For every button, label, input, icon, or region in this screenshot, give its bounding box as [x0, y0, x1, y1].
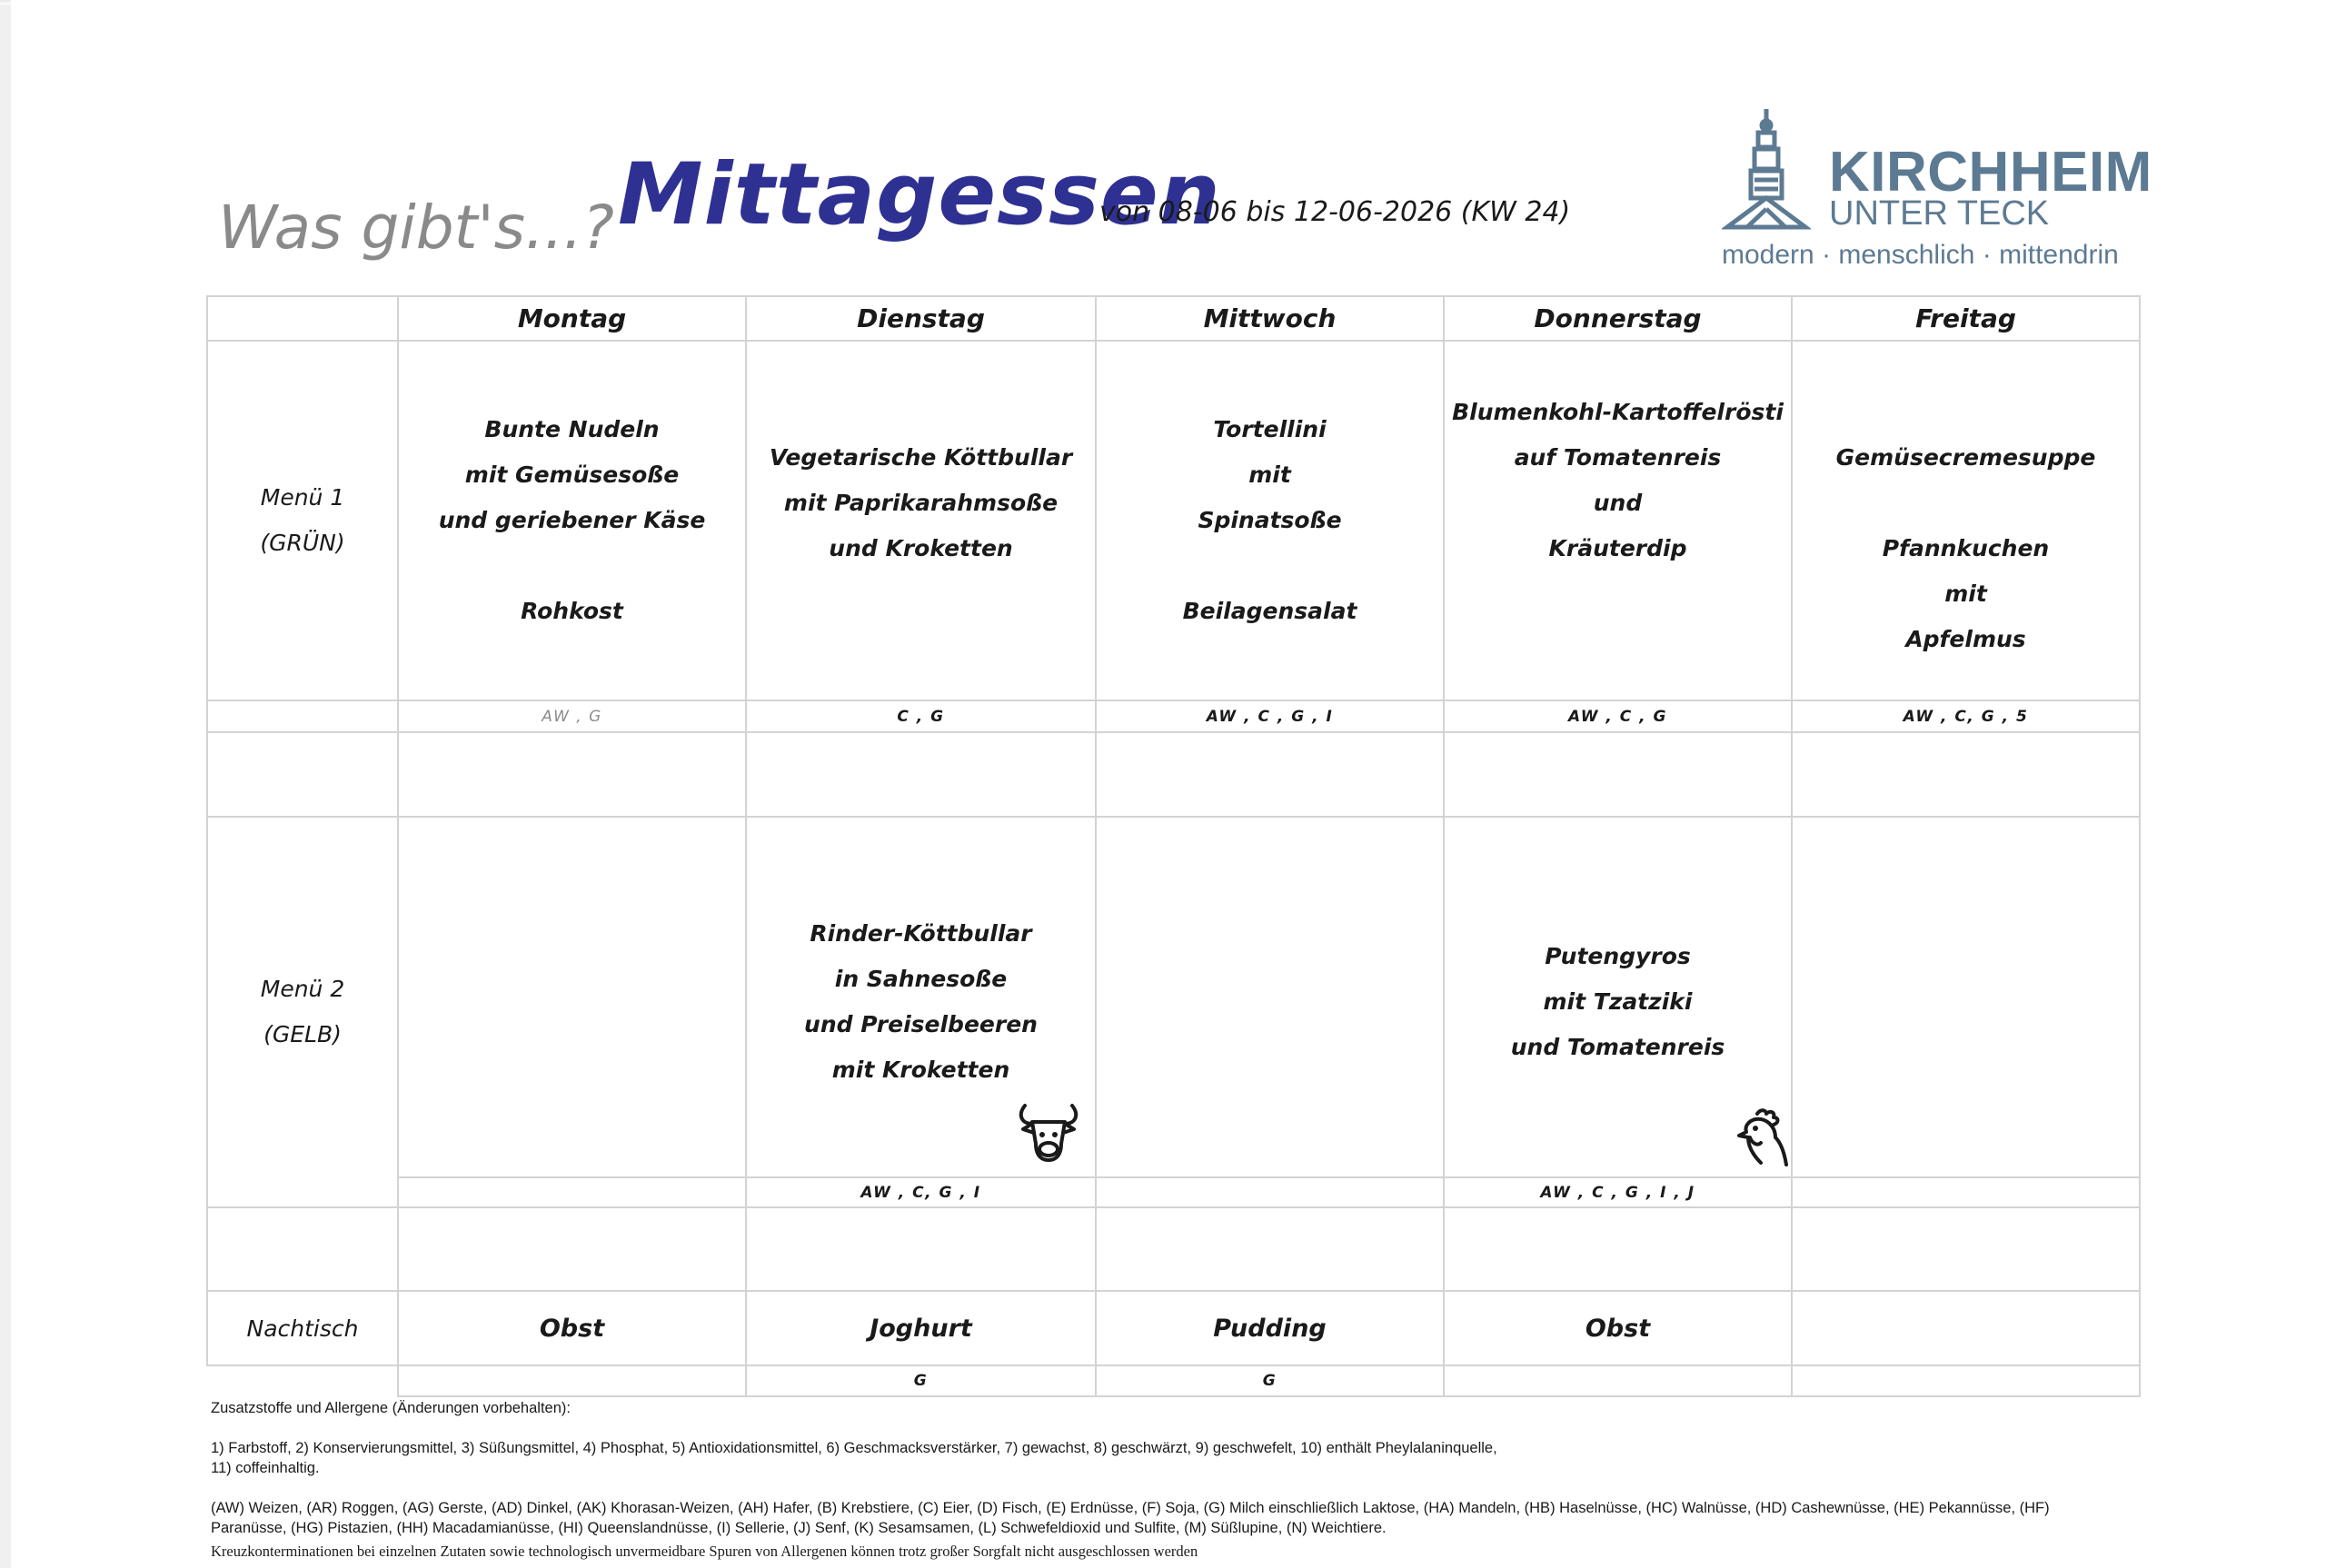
- date-range: von 08-06 bis 12-06-2026 (KW 24): [1099, 196, 1571, 228]
- corner-cell: [207, 296, 398, 341]
- dessert-monday: Obst: [398, 1291, 746, 1365]
- footer-disclaimer: Kreuzkonterminationen bei einzelnen Zutaten sowie technologisch unvermeidbare Spuren von Allergenen können trotz großer Sorgfalt nicht ausgeschlossen werden: [211, 1543, 1198, 1560]
- dish-line: [1793, 481, 2139, 526]
- logo-slogan: modern · menschlich · mittendrin: [1722, 240, 2119, 270]
- dish-line: Vegetarische Köttbullar: [769, 444, 1073, 471]
- menu1-allergen-row: [207, 700, 2140, 732]
- dish-line: Blumenkohl-Kartoffelrösti: [1452, 399, 1784, 425]
- spacer-cell: [1792, 1207, 2140, 1291]
- logo-city-name: KIRCHHEIM: [1829, 141, 2152, 203]
- day-header-monday: Montag: [398, 296, 746, 341]
- menu1-dish-wednesday: [1096, 341, 1444, 700]
- dish-line: Spinatsoße: [1198, 507, 1342, 533]
- chicken-icon: [1735, 1107, 1794, 1168]
- weekly-menu-table: [206, 295, 2141, 1397]
- day-header-thursday: Donnerstag: [1444, 296, 1792, 341]
- menu2-allergen-row: [207, 1177, 2140, 1207]
- footer-allergens-2: Paranüsse, (HG) Pistazien, (HH) Macadamianüsse, (HI) Queenslandnüsse, (I) Sellerie, (J) Senf, (K) Sesamsamen, (L) Schwefeldioxid und Sulfite, (M) Süßlupine, (N) Weichtiere.: [211, 1520, 1387, 1536]
- day-header-friday: Freitag: [1792, 296, 2140, 341]
- dish-line: mit Tzatziki: [1543, 988, 1693, 1015]
- dish-line: Rohkost: [521, 598, 623, 624]
- dish-line: und Kroketten: [829, 535, 1013, 561]
- spacer-cell: [1792, 732, 2140, 817]
- spacer-cell: [1444, 1207, 1792, 1291]
- menu1-allergens-wednesday: AW , C , G , I: [1096, 700, 1444, 732]
- menu2-dish-tuesday: [746, 817, 1096, 1177]
- menu2-allergens-wednesday: [1096, 1177, 1444, 1207]
- spacer-cell: [746, 732, 1096, 817]
- allergen-label-cell: [207, 700, 398, 732]
- header-tagline: Was gibt's...?: [218, 193, 614, 263]
- menu2-dish-wednesday: [1096, 817, 1444, 1177]
- menu2-label: [207, 817, 398, 1207]
- spacer-cell: [1096, 732, 1444, 817]
- dish-line: Beilagensalat: [1182, 598, 1357, 624]
- page-title: Mittagessen: [618, 145, 1221, 244]
- menu1-row: [207, 341, 2140, 700]
- city-logo: [1722, 107, 2152, 280]
- spacer-cell: [746, 1207, 1096, 1291]
- menu1-label-line2: (GRÜN): [260, 530, 345, 556]
- dish-line: Tortellini: [1213, 416, 1327, 442]
- spacer-row: [207, 732, 2140, 817]
- dish-line: und Tomatenreis: [1510, 1034, 1725, 1060]
- menu1-allergens-thursday: AW , C , G: [1444, 700, 1792, 732]
- menu1-label-line1: Menü 1: [260, 484, 345, 511]
- dish-line: Putengyros: [1545, 943, 1691, 969]
- menu2-allergens-monday: [398, 1177, 746, 1207]
- dish-line: mit: [1944, 581, 1987, 607]
- dessert-friday: [1792, 1291, 2140, 1365]
- logo-city-sub: UNTER TECK: [1829, 194, 2050, 233]
- blank-cell: [207, 1365, 398, 1396]
- footer-allergens-1: (AW) Weizen, (AR) Roggen, (AG) Gerste, (AD) Dinkel, (AK) Khorasan-Weizen, (AH) Hafer, (B) Krebstiere, (C) Eier, (D) Fisch, (E) Erdnüsse, (F) Soja, (G) Milch einschließlich Laktose, (HA) Mandeln, (HB) Haselnüsse, (HC) Walnüsse, (HD) Cashewnüsse, (HE) Pekannüsse, (HF): [211, 1500, 2050, 1516]
- dessert-tuesday: Joghurt: [746, 1291, 1096, 1365]
- dish-line: Bunte Nudeln: [484, 416, 660, 442]
- menu2-dish-thursday: [1444, 817, 1792, 1177]
- dessert-thursday: Obst: [1444, 1291, 1792, 1365]
- dish-line: Gemüsecremesuppe: [1835, 444, 2096, 471]
- dish-line: und: [1593, 490, 1643, 516]
- spacer-cell: [207, 732, 398, 817]
- day-header-row: [207, 296, 2140, 341]
- menu1-allergens-monday: AW , G: [398, 700, 746, 732]
- spacer-cell: [207, 1207, 398, 1291]
- dish-line: Rinder-Köttbullar: [810, 920, 1032, 947]
- dish-line: mit Kroketten: [831, 1057, 1010, 1083]
- spacer-cell: [398, 732, 746, 817]
- menu1-dish-friday: [1792, 341, 2140, 700]
- cow-icon: [1016, 1102, 1081, 1164]
- dessert-allergen-row: [207, 1365, 2140, 1396]
- day-header-tuesday: Dienstag: [746, 296, 1096, 341]
- menu1-label: [207, 341, 398, 700]
- dish-line: Pfannkuchen: [1882, 535, 2050, 561]
- spacer-row: [207, 1207, 2140, 1291]
- spacer-cell: [1444, 732, 1792, 817]
- footer-additives-1: 1) Farbstoff, 2) Konservierungsmittel, 3) Süßungsmittel, 4) Phosphat, 5) Antioxidationsmittel, 6) Geschmacksverstärker, 7) gewachst, 8) geschwärzt, 9) geschwefelt, 10) enthält Pheylalaninquelle,: [211, 1440, 1497, 1456]
- menu2-label-line2: (GELB): [263, 1021, 342, 1047]
- spacer-cell: [1096, 1207, 1444, 1291]
- dessert-allergens-tuesday: G: [746, 1365, 1096, 1396]
- footer-additives-2: 11) coffeinhaltig.: [211, 1460, 320, 1476]
- dish-line: [1097, 543, 1443, 589]
- dish-line: auf Tomatenreis: [1514, 444, 1722, 471]
- spacer-cell: [398, 1207, 746, 1291]
- dessert-row: [207, 1291, 2140, 1365]
- dish-line: Apfelmus: [1905, 626, 2026, 652]
- dessert-wednesday: Pudding: [1096, 1291, 1444, 1365]
- dish-line: mit: [1248, 461, 1291, 488]
- dish-line: in Sahnesoße: [834, 966, 1008, 992]
- dish-line: mit Gemüsesoße: [464, 461, 680, 488]
- menu2-allergens-tuesday: AW , C, G , I: [746, 1177, 1096, 1207]
- menu1-allergens-tuesday: C , G: [746, 700, 1096, 732]
- dessert-allergens-wednesday: G: [1096, 1365, 1444, 1396]
- menu2-dish-monday: [398, 817, 746, 1177]
- menu2-allergens-thursday: AW , C , G , I , J: [1444, 1177, 1792, 1207]
- menu1-dish-monday: [398, 341, 746, 700]
- dessert-allergens-thursday: [1444, 1365, 1792, 1396]
- menu2-label-line1: Menü 2: [260, 976, 345, 1002]
- dish-line: mit Paprikarahmsoße: [783, 490, 1059, 516]
- menu1-allergens-friday: AW , C, G , 5: [1792, 700, 2140, 732]
- menu2-allergens-friday: [1792, 1177, 2140, 1207]
- dish-line: und geriebener Käse: [438, 507, 706, 533]
- day-header-wednesday: Mittwoch: [1096, 296, 1444, 341]
- menu1-dish-thursday: [1444, 341, 1792, 700]
- footer-heading: Zusatzstoffe und Allergene (Änderungen vorbehalten):: [211, 1400, 571, 1416]
- dish-line: Kräuterdip: [1548, 535, 1687, 561]
- menu2-dish-friday: [1792, 817, 2140, 1177]
- dish-line: [399, 543, 745, 589]
- dish-line: und Preiselbeeren: [804, 1011, 1038, 1037]
- dessert-allergens-monday: [398, 1365, 746, 1396]
- menu1-dish-tuesday: [746, 341, 1096, 700]
- church-tower-icon: [1722, 107, 1811, 231]
- dessert-label: Nachtisch: [207, 1291, 398, 1365]
- menu2-row: [207, 817, 2140, 1177]
- dessert-allergens-friday: [1792, 1365, 2140, 1396]
